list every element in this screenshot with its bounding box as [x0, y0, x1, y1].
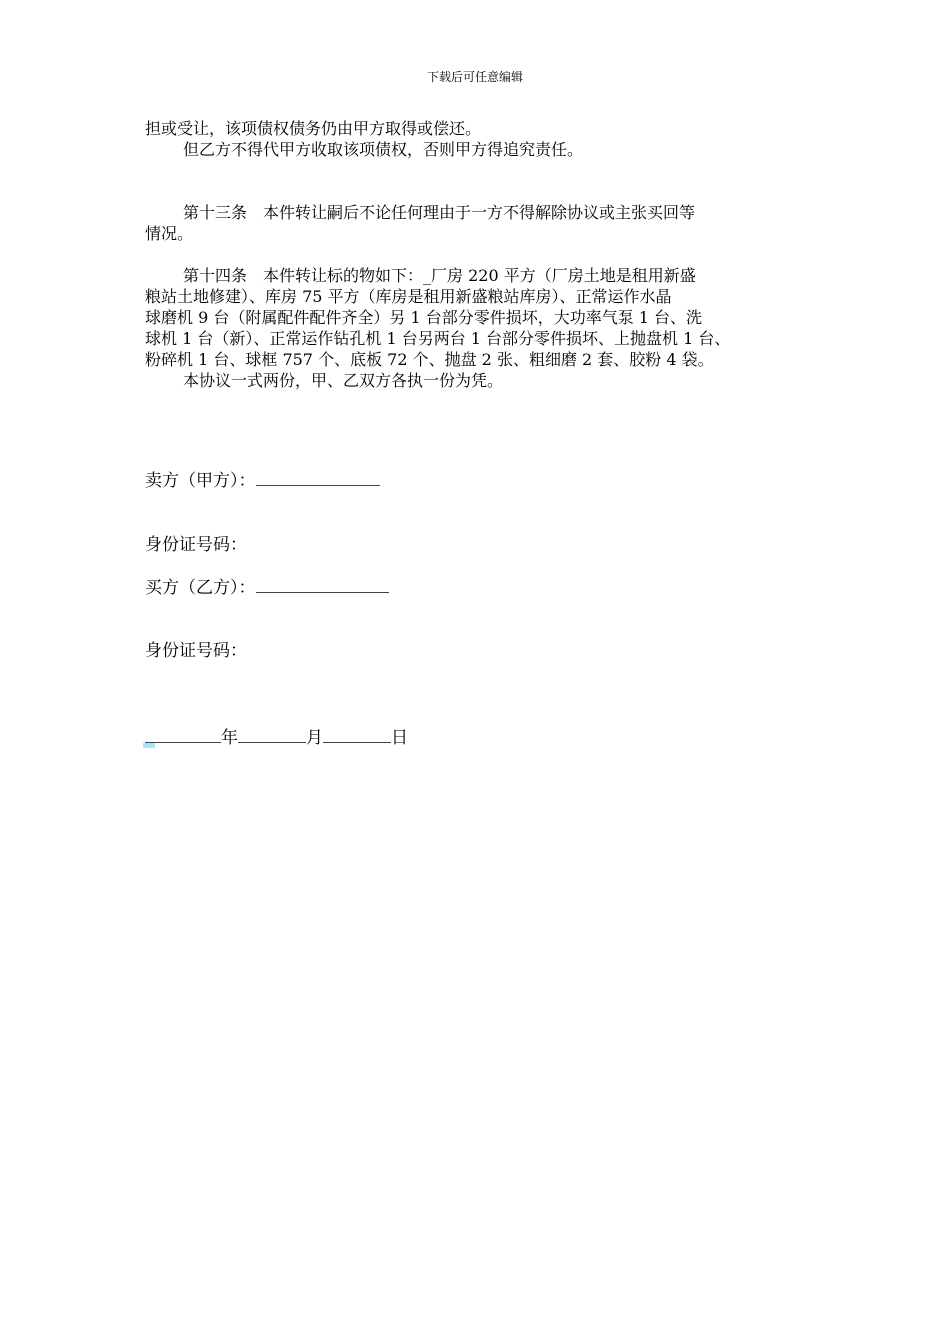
article-14-line-5: 粉碎机 1 台、球框 757 个、底板 72 个、抛盘 2 张、粗细磨 2 套、胶粉 4 袋。: [145, 350, 714, 369]
month-blank[interactable]: [238, 728, 306, 743]
seller-signature-line[interactable]: [256, 471, 380, 486]
day-label: 日: [391, 728, 408, 748]
paragraph-creditor-note: 但乙方不得代甲方收取该项债权，否则甲方得追究责任。: [183, 140, 584, 159]
copies-clause: 本协议一式两份，甲、乙双方各执一份为凭。: [183, 371, 504, 390]
article-13-line-2: 情况。: [145, 224, 194, 243]
month-label: 月: [306, 728, 323, 748]
day-blank[interactable]: [323, 728, 391, 743]
seller-id-label: 身份证号码：: [145, 535, 247, 555]
buyer-signature-row: [145, 573, 389, 598]
paragraph-continuation: 担或受让，该项债权债务仍由甲方取得或偿还。: [145, 119, 482, 138]
cursor-marker: [143, 743, 155, 748]
buyer-id-label: 身份证号码：: [145, 641, 247, 661]
seller-signature-row: [145, 466, 380, 491]
date-row: [145, 723, 408, 748]
article-14-line-1: 第十四条 本件转让标的物如下：_厂房 220 平方（厂房土地是租用新盛: [183, 266, 696, 285]
year-label: 年: [221, 728, 238, 748]
buyer-signature-line[interactable]: [256, 578, 389, 593]
year-blank[interactable]: [145, 728, 221, 743]
seller-label: 卖方（甲方）：: [145, 471, 256, 491]
article-14-line-2: 粮站土地修建）、库房 75 平方（库房是租用新盛粮站库房）、正常运作水晶: [145, 287, 672, 306]
document-body: [145, 118, 825, 391]
article-14-line-4: 球机 1 台（新）、正常运作钻孔机 1 台另两台 1 台部分零件损坏、上抛盘机 1 台、: [145, 329, 731, 348]
article-14-line-3: 球磨机 9 台（附属配件配件齐全）另 1 台部分零件损坏，大功率气泵 1 台、洗: [145, 308, 703, 327]
article-13-line-1: 第十三条 本件转让嗣后不论任何理由于一方不得解除协议或主张买回等: [183, 203, 696, 222]
buyer-label: 买方（乙方）：: [145, 578, 256, 598]
page-header: 下载后可任意编辑: [426, 70, 523, 84]
